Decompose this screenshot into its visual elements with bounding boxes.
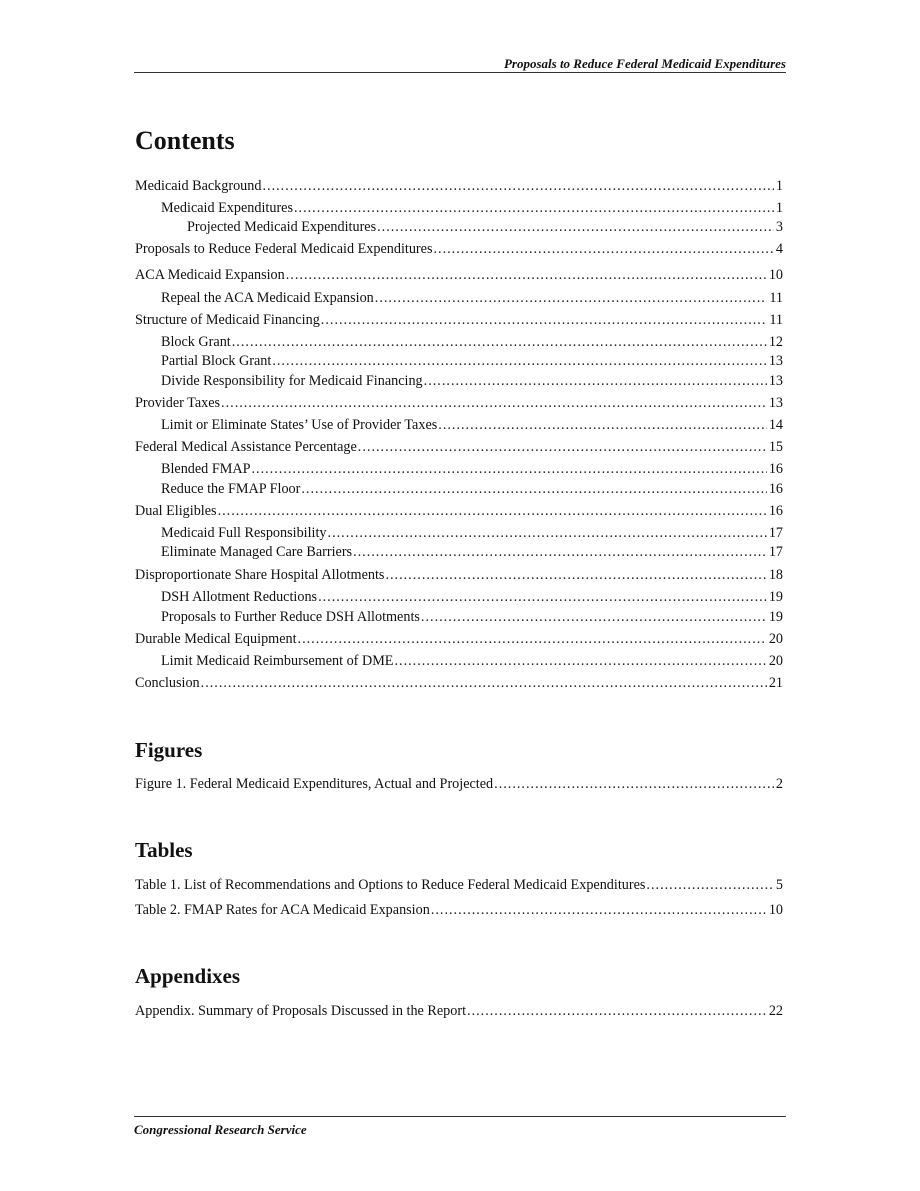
toc-entry-page: 13 (768, 353, 783, 369)
toc-entry[interactable] (161, 588, 783, 606)
page-header (134, 56, 786, 73)
toc-entry-label: Partial Block Grant (161, 353, 272, 369)
toc-entry[interactable] (135, 394, 783, 412)
dot-leader (646, 876, 773, 894)
toc-entry[interactable] (135, 630, 783, 648)
toc-entry[interactable] (135, 1002, 783, 1020)
dot-leader (251, 460, 766, 478)
page-footer (134, 1116, 786, 1137)
toc-entry-page: 21 (768, 675, 783, 691)
toc-entry-label: Reduce the FMAP Floor (161, 481, 301, 497)
toc-entry[interactable] (135, 438, 783, 456)
dot-leader (494, 775, 774, 793)
dot-leader (321, 311, 768, 329)
dot-leader (272, 352, 766, 370)
toc-entry-page: 22 (768, 1003, 783, 1019)
toc-entry[interactable] (135, 566, 783, 584)
dot-leader (301, 480, 766, 498)
toc-entry[interactable] (135, 674, 783, 692)
appendixes-heading: Appendixes (135, 964, 241, 988)
toc-entry-page: 4 (775, 241, 783, 257)
toc-entry-label: Medicaid Background (135, 178, 262, 194)
toc-entry-page: 11 (769, 290, 783, 306)
dot-leader (421, 608, 767, 626)
toc-entry-page: 17 (768, 525, 783, 541)
dot-leader (232, 333, 767, 351)
dot-leader (298, 630, 767, 648)
toc-entry[interactable] (135, 177, 783, 195)
toc-entry-label: Provider Taxes (135, 395, 221, 411)
dot-leader (377, 218, 774, 236)
dot-leader (385, 566, 766, 584)
toc-entry-page: 18 (768, 567, 783, 583)
toc-entry-page: 16 (768, 481, 783, 497)
dot-leader (286, 266, 767, 284)
toc-entry-label: Medicaid Expenditures (161, 200, 293, 216)
toc-entry-page: 20 (768, 631, 783, 647)
toc-entry[interactable] (135, 876, 783, 894)
toc-entry-page: 15 (768, 439, 783, 455)
contents-heading: Contents (135, 126, 235, 155)
toc-entry[interactable] (161, 199, 783, 217)
toc-entry-label: Limit or Eliminate States’ Use of Provider Taxes (161, 417, 438, 433)
dot-leader (438, 416, 767, 434)
toc-entry-page: 14 (768, 417, 783, 433)
toc-entry[interactable] (161, 524, 783, 542)
toc-entry-label: Table 2. FMAP Rates for ACA Medicaid Expansion (135, 902, 430, 918)
dot-leader (375, 289, 768, 307)
figures-heading: Figures (135, 738, 203, 762)
dot-leader (218, 502, 767, 520)
toc-entry-page: 3 (775, 219, 783, 235)
toc-entry[interactable] (135, 311, 783, 329)
toc-entry-label: Divide Responsibility for Medicaid Financing (161, 373, 423, 389)
toc-entry[interactable] (135, 502, 783, 520)
toc-entry-label: Projected Medicaid Expenditures (187, 219, 377, 235)
toc-entry-label: Disproportionate Share Hospital Allotments (135, 567, 385, 583)
toc-entry[interactable] (187, 218, 783, 236)
toc-entry-label: Proposals to Reduce Federal Medicaid Expenditures (135, 241, 433, 257)
toc-entry-label: Durable Medical Equipment (135, 631, 297, 647)
toc-entry-label: Repeal the ACA Medicaid Expansion (161, 290, 374, 306)
toc-entry-page: 5 (775, 877, 783, 893)
toc-entry-label: DSH Allotment Reductions (161, 589, 318, 605)
toc-entry[interactable] (161, 289, 783, 307)
toc-entry-page: 13 (768, 373, 783, 389)
toc-entry[interactable] (135, 901, 783, 919)
dot-leader (433, 240, 773, 258)
toc-entry-label: Federal Medical Assistance Percentage (135, 439, 357, 455)
running-header-title: Proposals to Reduce Federal Medicaid Expenditures (503, 56, 786, 71)
toc-entry-label: Proposals to Further Reduce DSH Allotments (161, 609, 420, 625)
toc-entry-label: Medicaid Full Responsibility (161, 525, 327, 541)
toc-entry[interactable] (161, 608, 783, 626)
toc-entry-label: Table 1. List of Recommendations and Options to Reduce Federal Medicaid Expenditures (135, 877, 646, 893)
toc-entry-label: Limit Medicaid Reimbursement of DME (161, 653, 394, 669)
toc-entry[interactable] (161, 652, 783, 670)
tables-heading: Tables (135, 838, 193, 862)
toc-entry-label: Eliminate Managed Care Barriers (161, 544, 353, 560)
toc-entry[interactable] (161, 543, 783, 561)
toc-entry-page: 19 (768, 589, 783, 605)
dot-leader (294, 199, 774, 217)
toc-entry-page: 11 (769, 312, 783, 328)
toc-entry[interactable] (135, 775, 783, 793)
dot-leader (328, 524, 767, 542)
toc-entry-label: Appendix. Summary of Proposals Discussed in the Report (135, 1003, 467, 1019)
dot-leader (262, 177, 773, 195)
toc-entry-page: 16 (768, 461, 783, 477)
toc-entry-label: Blended FMAP (161, 461, 251, 477)
dot-leader (424, 372, 767, 390)
dot-leader (201, 674, 767, 692)
toc-entry-page: 1 (775, 178, 783, 194)
toc-entry-page: 17 (768, 544, 783, 560)
toc-entry[interactable] (161, 372, 783, 390)
dot-leader (221, 394, 767, 412)
toc-entry-page: 10 (768, 267, 783, 283)
dot-leader (467, 1002, 767, 1020)
dot-leader (358, 438, 767, 456)
toc-entry-label: Conclusion (135, 675, 200, 691)
toc-entry-page: 19 (768, 609, 783, 625)
footer-source: Congressional Research Service (134, 1122, 307, 1137)
toc-entry-page: 12 (768, 334, 783, 350)
toc-entry[interactable] (161, 333, 783, 351)
toc-entry-page: 10 (768, 902, 783, 918)
toc-entry-label: Dual Eligibles (135, 503, 217, 519)
toc-entry-label: ACA Medicaid Expansion (135, 267, 285, 283)
dot-leader (353, 543, 767, 561)
toc-entry-label: Block Grant (161, 334, 231, 350)
toc-entry-page: 2 (775, 776, 783, 792)
toc-entry[interactable] (135, 240, 783, 258)
toc-entry[interactable] (161, 416, 783, 434)
toc-entry-page: 20 (768, 653, 783, 669)
toc-entry[interactable] (161, 480, 783, 498)
dot-leader (394, 652, 766, 670)
toc-entry-label: Structure of Medicaid Financing (135, 312, 320, 328)
toc-entry[interactable] (135, 266, 783, 284)
dot-leader (318, 588, 767, 606)
dot-leader (431, 901, 767, 919)
toc-entry-label: Figure 1. Federal Medicaid Expenditures, Actual and Projected (135, 776, 494, 792)
toc-entry-page: 13 (768, 395, 783, 411)
toc-entry[interactable] (161, 460, 783, 478)
toc-entry-page: 16 (768, 503, 783, 519)
toc-entry[interactable] (161, 352, 783, 370)
toc-entry-page: 1 (775, 200, 783, 216)
